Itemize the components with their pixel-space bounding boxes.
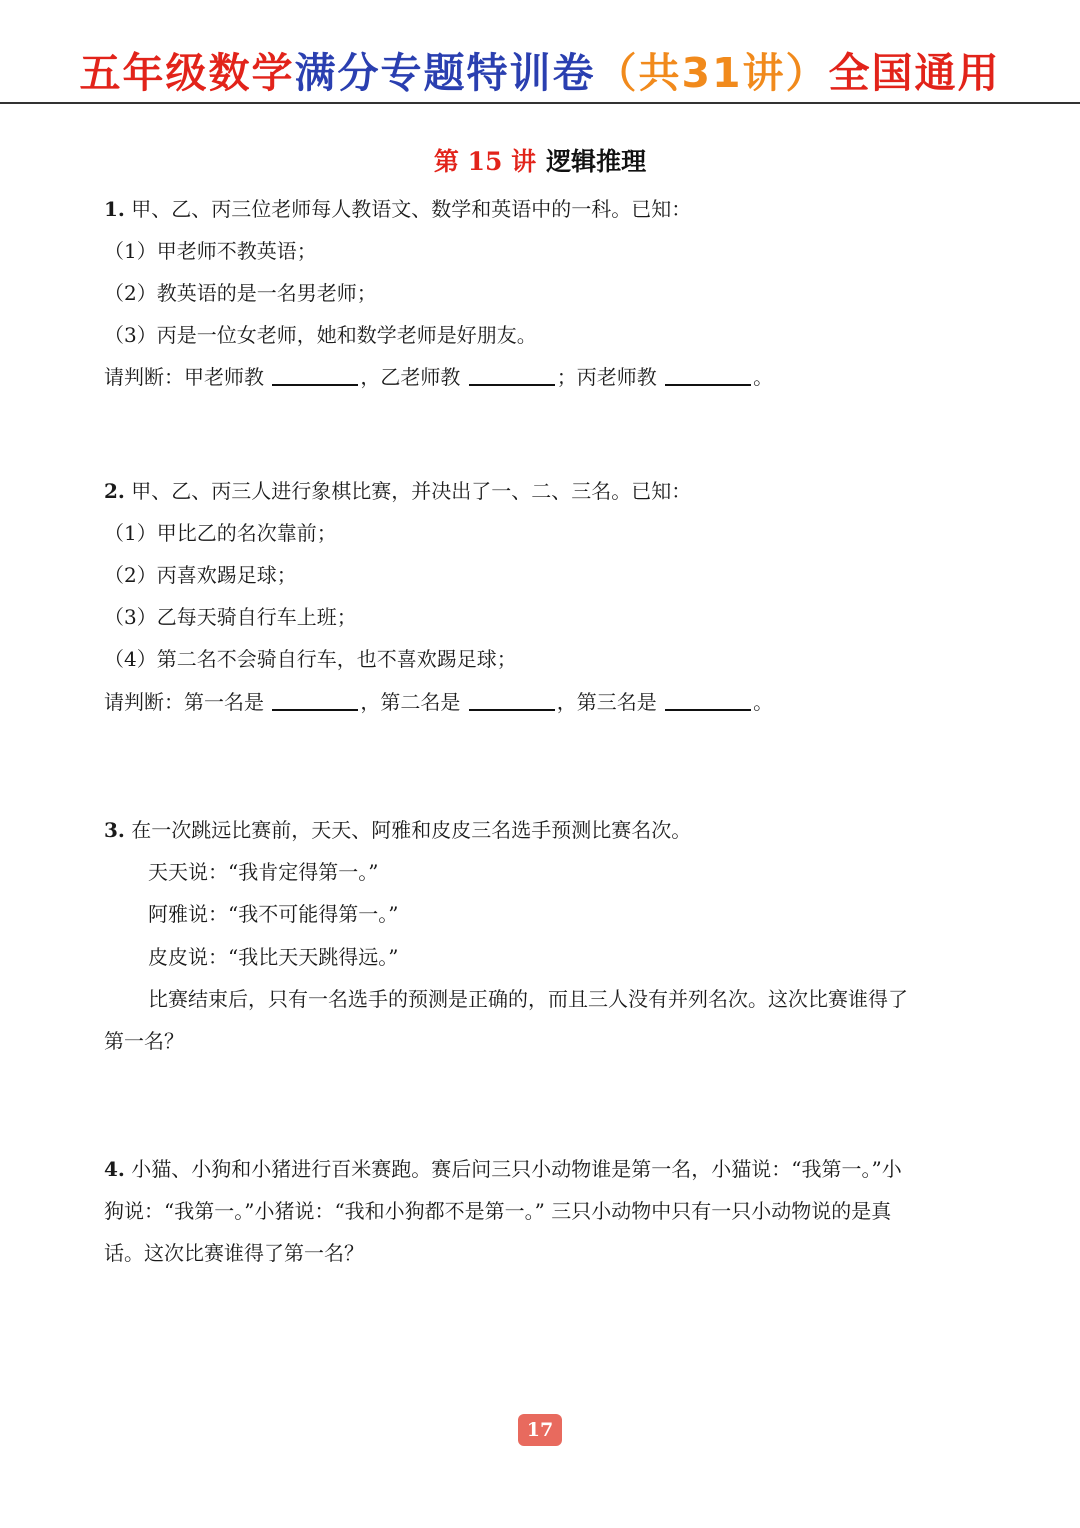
q1-condition-2: （2）教英语的是一名男老师； xyxy=(104,281,377,305)
banner-scope: 全国通用 xyxy=(828,49,1001,97)
q1-stem-text: 甲、乙、丙三位老师每人教语文、数学和英语中的一科。已知： xyxy=(131,197,692,221)
q1-ask-c: ；丙老师教 xyxy=(556,365,657,389)
q4-line-2: 狗说：“我第一。”小猪说：“我和小狗都不是第一。” 三只小动物中只有一只小动物说的是真 xyxy=(104,1199,892,1223)
q1-blank-2[interactable] xyxy=(469,364,555,386)
banner-series: 满分专题特训卷 xyxy=(294,49,596,97)
banner-count: （共31讲） xyxy=(595,49,829,97)
lecture-title xyxy=(0,142,1080,178)
q1-blank-3[interactable] xyxy=(665,364,751,386)
q4-line-3: 话。这次比赛谁得了第一名？ xyxy=(104,1241,364,1265)
lecture-topic: 逻辑推理 xyxy=(546,147,647,176)
q3-stem-text: 在一次跳远比赛前，天天、阿雅和皮皮三名选手预测比赛名次。 xyxy=(131,818,692,842)
page-number-badge: 17 xyxy=(518,1414,562,1446)
q2-condition-3: （3）乙每天骑自行车上班； xyxy=(104,605,357,629)
q3-statement-3: 皮皮说：“我比天天跳得远。” xyxy=(148,945,399,969)
q2-blank-2[interactable] xyxy=(469,689,555,711)
page-banner xyxy=(0,40,1080,99)
q4-line-1 xyxy=(104,1155,902,1183)
q1-ask-b: ，乙老师教 xyxy=(360,365,461,389)
q2-ask-c: ，第三名是 xyxy=(556,690,657,714)
q3-stem xyxy=(104,816,691,844)
q1-condition-3: （3）丙是一位女老师，她和数学老师是好朋友。 xyxy=(104,323,537,347)
q1-number: 1. xyxy=(104,197,125,221)
q2-ask-a: 请判断：第一名是 xyxy=(104,690,264,714)
q2-condition-4: （4）第二名不会骑自行车，也不喜欢踢足球； xyxy=(104,647,517,671)
q2-number: 2. xyxy=(104,479,125,503)
q3-statement-2: 阿雅说：“我不可能得第一。” xyxy=(148,902,399,926)
q1-ask-a: 请判断：甲老师教 xyxy=(104,365,264,389)
q2-condition-2: （2）丙喜欢踢足球； xyxy=(104,563,297,587)
lecture-number: 第 15 讲 xyxy=(433,147,537,176)
q2-stem-text: 甲、乙、丙三人进行象棋比赛，并决出了一、二、三名。已知： xyxy=(131,479,692,503)
q2-ask-end: 。 xyxy=(753,690,774,714)
banner-grade: 五年级数学 xyxy=(79,49,295,97)
q3-paragraph-line-1: 比赛结束后，只有一名选手的预测是正确的，而且三人没有并列名次。这次比赛谁得了 xyxy=(148,987,908,1011)
q2-ask-b: ，第二名是 xyxy=(360,690,461,714)
q2-condition-1: （1）甲比乙的名次靠前； xyxy=(104,521,337,545)
q4-line-1-text: 小猫、小狗和小猪进行百米赛跑。赛后问三只小动物谁是第一名，小猫说：“我第一。”小 xyxy=(131,1157,902,1181)
q4-number: 4. xyxy=(104,1157,125,1181)
q1-answer-line xyxy=(104,363,773,391)
q3-number: 3. xyxy=(104,818,125,842)
q3-paragraph-line-2: 第一名？ xyxy=(104,1029,184,1053)
q2-answer-line xyxy=(104,688,773,716)
q1-blank-1[interactable] xyxy=(272,364,358,386)
q1-stem xyxy=(104,195,691,223)
q1-condition-1: （1）甲老师不教英语； xyxy=(104,239,317,263)
q3-statement-1: 天天说：“我肯定得第一。” xyxy=(148,860,379,884)
q2-blank-1[interactable] xyxy=(272,689,358,711)
q1-ask-end: 。 xyxy=(753,365,774,389)
q2-blank-3[interactable] xyxy=(665,689,751,711)
q2-stem xyxy=(104,477,691,505)
header-divider xyxy=(0,102,1080,104)
